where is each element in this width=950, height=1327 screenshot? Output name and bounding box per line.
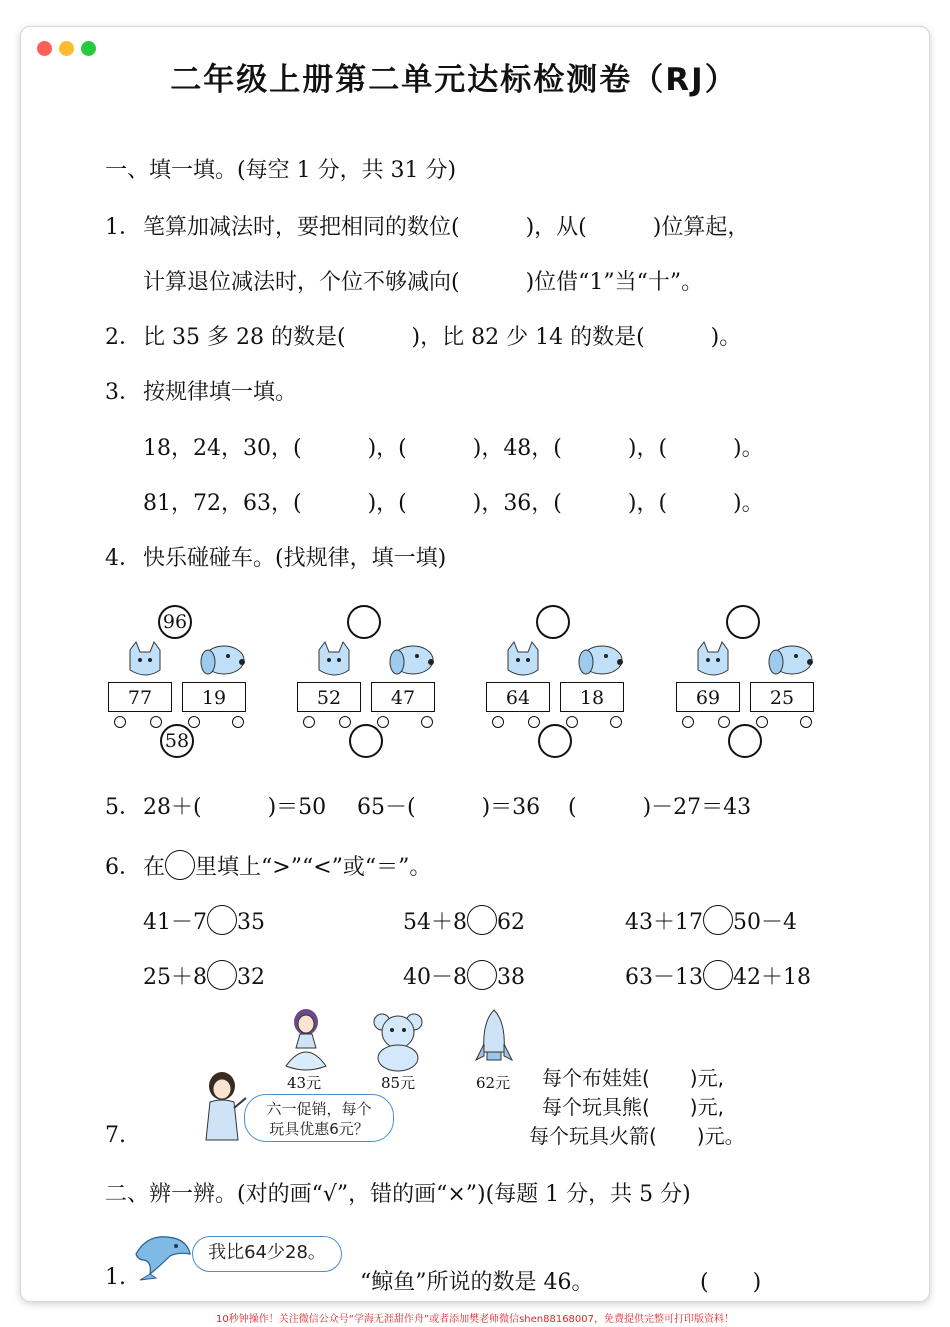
dolphin-icon [130, 1226, 196, 1282]
comparison-right: 42＋18 [733, 965, 811, 990]
q1-number: 1． [105, 215, 141, 240]
q5-equation-3: ( )－27＝43 [568, 795, 752, 820]
q5-equation-1: 28＋( )＝50 [143, 795, 327, 820]
rocket-icon [474, 1008, 514, 1072]
dolphin-speech-bubble: 我比64少28。 [192, 1236, 342, 1272]
q5-number: 5． [105, 795, 141, 820]
car-right-number: 18 [560, 682, 624, 712]
promo-line-2: 玩具优惠6元？ [269, 1120, 369, 1138]
section1-heading: 一、填一填。(每空 1 分，共 31 分) [105, 158, 457, 183]
answer-circle-input[interactable] [207, 905, 237, 935]
doll-icon [276, 1008, 336, 1074]
comparison-left: 63－13 [625, 965, 703, 990]
q4-text: 快乐碰碰车。(找规律，填一填) [143, 546, 447, 571]
comparison-right: 50－4 [733, 910, 797, 935]
car-right-number: 19 [182, 682, 246, 712]
cart-bottom-circle [538, 724, 572, 758]
bear-icon [370, 1010, 426, 1072]
comparison-right: 32 [237, 965, 265, 990]
blank-circle-icon [165, 850, 195, 880]
comparison-item [143, 960, 265, 991]
comparison-item [625, 960, 811, 991]
q7-answer-rocket: 每个玩具火箭( )元。 [529, 1124, 745, 1148]
q2-number: 2． [105, 325, 141, 350]
s2-q1-answer-bracket[interactable]: ( ) [700, 1270, 762, 1295]
cart-top-circle: 96 [158, 605, 192, 639]
wheel-icon [421, 716, 433, 728]
q1-line1: 笔算加减法时，要把相同的数位( )，从( )位算起， [143, 215, 750, 240]
q3-sequence-1: 18，24，30，( )，( )，48，( )，( )。 [143, 436, 764, 461]
comparison-item [143, 905, 265, 936]
cart-bottom-circle [349, 724, 383, 758]
car-left-number: 64 [486, 682, 550, 712]
wheel-icon [377, 716, 389, 728]
cat-and-dog-icon [116, 640, 256, 684]
comparison-left: 40－8 [403, 965, 467, 990]
q1-line2: 计算退位减法时，个位不够减向( )位借“1”当“十”。 [143, 270, 704, 295]
q5-equation-2: 65－( )＝36 [357, 795, 541, 820]
q2-text: 比 35 多 28 的数是( )，比 82 少 14 的数是( )。 [143, 325, 742, 350]
q6-instruction [143, 850, 431, 881]
wheel-icon [150, 716, 162, 728]
wheel-icon [800, 716, 812, 728]
comparison-item [625, 905, 797, 936]
rocket-price: 62元 [476, 1074, 511, 1092]
bear-price: 85元 [381, 1074, 416, 1092]
comparison-item [403, 960, 525, 991]
cart-bottom-circle: 58 [160, 724, 194, 758]
cat-and-dog-icon [305, 640, 445, 684]
section2-heading: 二、辨一辨。(对的画“√”，错的画“×”)(每题 1 分，共 5 分) [105, 1182, 691, 1207]
car-right-number: 25 [750, 682, 814, 712]
q3-number: 3． [105, 380, 141, 405]
q3-text: 按规律填一填。 [143, 380, 298, 405]
answer-circle-input[interactable] [703, 905, 733, 935]
s2-q1-text: “鲸鱼”所说的数是 46。 [360, 1270, 594, 1295]
comparison-right: 38 [497, 965, 525, 990]
q6-number: 6． [105, 855, 141, 880]
promo-speech-bubble [244, 1094, 394, 1142]
wheel-icon [188, 716, 200, 728]
comparison-left: 41－7 [143, 910, 207, 935]
girl-icon [200, 1068, 250, 1148]
wheel-icon [492, 716, 504, 728]
page-title: 二年级上册第二单元达标检测卷（RJ） [170, 62, 738, 98]
promo-line-1: 六一促销，每个 [266, 1100, 372, 1118]
comparison-left: 43＋17 [625, 910, 703, 935]
wheel-icon [232, 716, 244, 728]
wheel-icon [682, 716, 694, 728]
comparison-right: 35 [237, 910, 265, 935]
q7-answer-doll: 每个布娃娃( )元, [542, 1066, 724, 1090]
q6-instruction-post: 里填上“>”“<”或“＝”。 [195, 855, 432, 880]
car-left-number: 52 [297, 682, 361, 712]
wheel-icon [718, 716, 730, 728]
comparison-item [403, 905, 525, 936]
footer-note: 10秒钟操作！关注微信公众号“学海无涯甜作舟”或者添加樊老师微信shen88168007，免费提供完整可打印版资料！ [215, 1314, 735, 1325]
car-right-number: 47 [371, 682, 435, 712]
car-left-number: 77 [108, 682, 172, 712]
wheel-icon [528, 716, 540, 728]
answer-circle-input[interactable] [207, 960, 237, 990]
wheel-icon [303, 716, 315, 728]
car-left-number: 69 [676, 682, 740, 712]
wheel-icon [114, 716, 126, 728]
cat-and-dog-icon [494, 640, 634, 684]
wheel-icon [566, 716, 578, 728]
q6-instruction-pre: 在 [143, 855, 166, 880]
q3-sequence-2: 81，72，63，( )，( )，36，( )，( )。 [143, 491, 764, 516]
s2-q1-number: 1. [105, 1265, 126, 1290]
answer-circle-input[interactable] [467, 905, 497, 935]
q7-number: 7. [105, 1123, 126, 1148]
cat-and-dog-icon [684, 640, 824, 684]
wheel-icon [756, 716, 768, 728]
q4-number: 4． [105, 546, 141, 571]
doll-price: 43元 [287, 1074, 322, 1092]
comparison-right: 62 [497, 910, 525, 935]
answer-circle-input[interactable] [703, 960, 733, 990]
comparison-left: 54＋8 [403, 910, 467, 935]
cart-top-circle [536, 605, 570, 639]
cart-top-circle [726, 605, 760, 639]
cart-bottom-circle [728, 724, 762, 758]
wheel-icon [339, 716, 351, 728]
answer-circle-input[interactable] [467, 960, 497, 990]
wheel-icon [610, 716, 622, 728]
q7-answer-bear: 每个玩具熊( )元, [542, 1095, 724, 1119]
cart-top-circle [347, 605, 381, 639]
comparison-left: 25＋8 [143, 965, 207, 990]
